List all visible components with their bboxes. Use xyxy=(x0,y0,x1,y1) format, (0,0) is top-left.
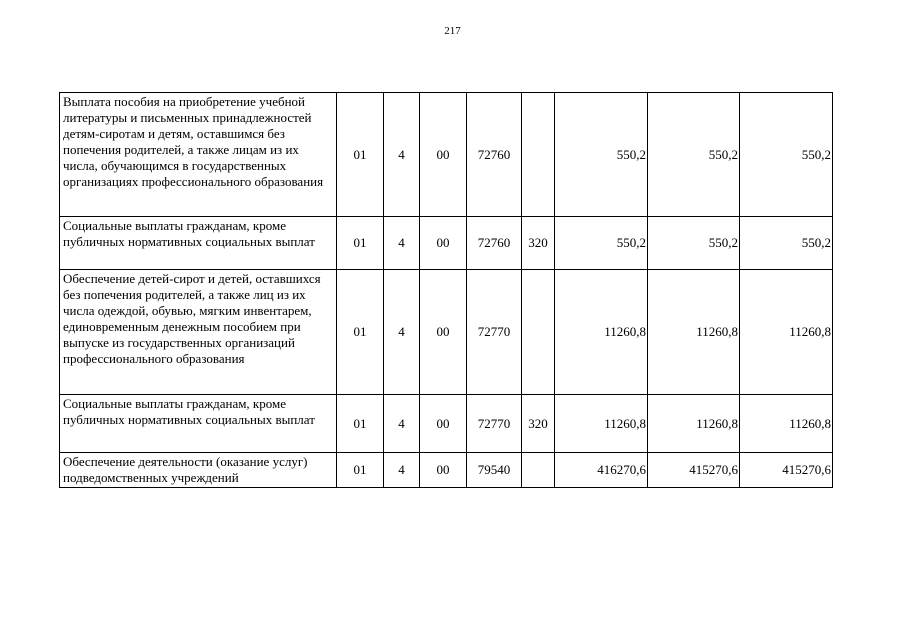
amount-cell: 550,2 xyxy=(740,217,833,270)
code-cell: 4 xyxy=(384,453,420,488)
code-cell: 00 xyxy=(420,453,467,488)
code-cell: 72760 xyxy=(467,217,522,270)
amount-cell: 11260,8 xyxy=(740,270,833,395)
amount-cell: 415270,6 xyxy=(648,453,740,488)
amount-cell: 11260,8 xyxy=(555,270,648,395)
amount-cell: 11260,8 xyxy=(648,270,740,395)
code-cell: 72770 xyxy=(467,395,522,453)
row-name-cell: Выплата пособия на приобретение учебной литературы и письменных принадлежностей детям-сиротам и детям, оставшимся без попечения родителей, а также лицам из их числа, обучающимся в государственных организациях профессионального образования xyxy=(60,93,337,217)
code-cell: 72770 xyxy=(467,270,522,395)
row-name-cell: Обеспечение детей-сирот и детей, оставшихся без попечения родителей, а также лиц из их числа одеждой, обувью, мягким инвентарем, единовременным денежным пособием при выпуске из государственных организаций профессионального образования xyxy=(60,270,337,395)
page-number: 217 xyxy=(444,25,461,37)
amount-cell: 11260,8 xyxy=(648,395,740,453)
row-name-cell: Социальные выплаты гражданам, кроме публичных нормативных социальных выплат xyxy=(60,395,337,453)
table-row xyxy=(60,93,833,217)
budget-table xyxy=(59,92,833,488)
expense-type-cell xyxy=(522,270,555,395)
code-cell: 72760 xyxy=(467,93,522,217)
amount-cell: 550,2 xyxy=(648,93,740,217)
table-row xyxy=(60,395,833,453)
amount-cell: 550,2 xyxy=(648,217,740,270)
amount-cell: 550,2 xyxy=(555,217,648,270)
code-cell: 79540 xyxy=(467,453,522,488)
expense-type-cell: 320 xyxy=(522,217,555,270)
amount-cell: 550,2 xyxy=(555,93,648,217)
code-cell: 4 xyxy=(384,217,420,270)
code-cell: 4 xyxy=(384,270,420,395)
code-cell: 00 xyxy=(420,270,467,395)
amount-cell: 415270,6 xyxy=(740,453,833,488)
table-row xyxy=(60,453,833,488)
code-cell: 4 xyxy=(384,93,420,217)
expense-type-cell xyxy=(522,93,555,217)
expense-type-cell: 320 xyxy=(522,395,555,453)
code-cell: 01 xyxy=(337,217,384,270)
code-cell: 01 xyxy=(337,270,384,395)
code-cell: 00 xyxy=(420,395,467,453)
code-cell: 00 xyxy=(420,217,467,270)
code-cell: 00 xyxy=(420,93,467,217)
amount-cell: 11260,8 xyxy=(555,395,648,453)
amount-cell: 11260,8 xyxy=(740,395,833,453)
row-name-cell: Обеспечение деятельности (оказание услуг) подведомственных учреждений xyxy=(60,453,337,488)
code-cell: 01 xyxy=(337,93,384,217)
code-cell: 01 xyxy=(337,453,384,488)
row-name-cell: Социальные выплаты гражданам, кроме публичных нормативных социальных выплат xyxy=(60,217,337,270)
amount-cell: 550,2 xyxy=(740,93,833,217)
table-row xyxy=(60,217,833,270)
code-cell: 01 xyxy=(337,395,384,453)
code-cell: 4 xyxy=(384,395,420,453)
amount-cell: 416270,6 xyxy=(555,453,648,488)
table-row xyxy=(60,270,833,395)
expense-type-cell xyxy=(522,453,555,488)
